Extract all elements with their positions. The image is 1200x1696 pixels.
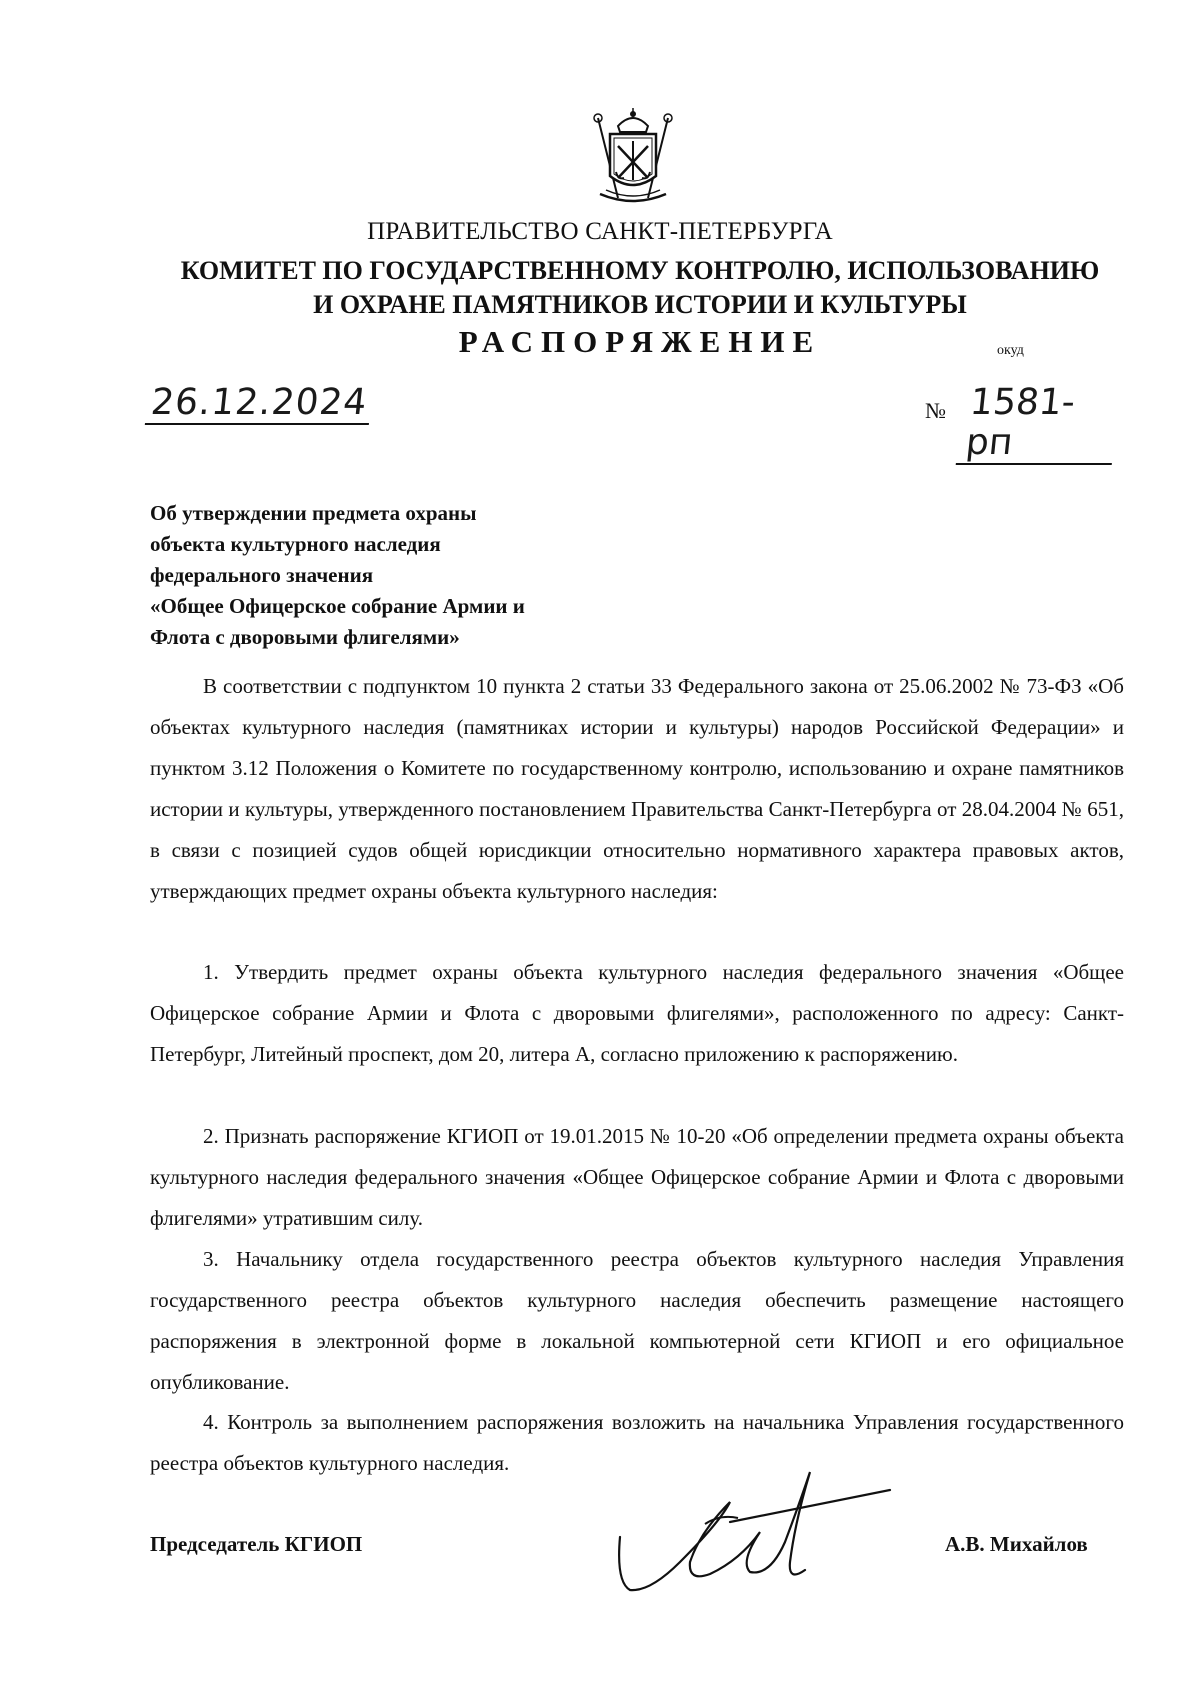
preamble-paragraph: В соответствии с подпунктом 10 пункта 2 статьи 33 Федерального закона от 25.06.2002 № 73-ФЗ «Об объектах культурного наследия (памятниках истории и культуры) народов Российской Федерации» и пунктом 3.12 Положения о Комитете по государственному контролю, использованию и охране памятников истории и культуры, утвержденного постановлением Правительства Санкт-Петербурга от 28.04.2004 № 651, в связи с позицией судов общей юрисдикции относительно нормативного характера правовых актов, утверждающих предмет охраны объекта культурного наследия: — [150, 674, 1124, 903]
item-1-paragraph: 1. Утвердить предмет охраны объекта культурного наследия федерального значения «Общее Офицерское собрание Армии и Флота с дворовыми флигелями», расположенного по адресу: Санкт-Петербург, Литейный проспект, дом 20, литера А, согласно приложению к распоряжению. — [150, 960, 1124, 1066]
subject-line: федерального значения — [150, 563, 374, 587]
handwritten-signature — [610, 1462, 900, 1612]
government-name: ПРАВИТЕЛЬСТВО САНКТ-ПЕТЕРБУРГА — [367, 218, 833, 245]
item-2-paragraph: 2. Признать распоряжение КГИОП от 19.01.2015 № 10-20 «Об определении предмета охраны объекта культурного наследия федерального значения «Общее Офицерское собрание Армии и Флота с дворовыми флигелями» утратившим силу. — [150, 1124, 1124, 1230]
okud-label: окуд — [997, 343, 1024, 358]
document-subject — [150, 498, 670, 653]
document-type: РАСПОРЯЖЕНИЕ — [458, 324, 822, 359]
committee-name-line-1: КОМИТЕТ ПО ГОСУДАРСТВЕННОМУ КОНТРОЛЮ, ИСПОЛЬЗОВАНИЮ — [180, 256, 1100, 285]
coat-of-arms-icon — [588, 108, 678, 208]
order-date: 26.12.2024 — [145, 383, 374, 425]
item-3-paragraph: 3. Начальнику отдела государственного реестра объектов культурного наследия Управления государственного реестра объектов культурного наследия обеспечить размещение настоящего распоряжения в электронной форме в локальной компьютерной сети КГИОП и его официальное опубликование. — [150, 1247, 1124, 1394]
order-number-label: № — [925, 398, 946, 423]
subject-line: Об утверждении предмета охраны — [150, 501, 477, 525]
subject-line: объекта культурного наследия — [150, 532, 441, 556]
subject-line: «Общее Офицерское собрание Армии и — [150, 594, 525, 618]
signatory-position: Председатель КГИОП — [150, 1532, 363, 1556]
order-number: 1581-рп — [956, 383, 1121, 465]
subject-line: Флота с дворовыми флигелями» — [150, 625, 460, 649]
committee-name-line-2: И ОХРАНЕ ПАМЯТНИКОВ ИСТОРИИ И КУЛЬТУРЫ — [313, 290, 967, 319]
committee-name — [150, 254, 1130, 322]
item-4-paragraph: 4. Контроль за выполнением распоряжения возложить на начальника Управления государственного реестра объектов культурного наследия. — [150, 1410, 1124, 1475]
signatory-name: А.В. Михайлов — [945, 1532, 1088, 1556]
